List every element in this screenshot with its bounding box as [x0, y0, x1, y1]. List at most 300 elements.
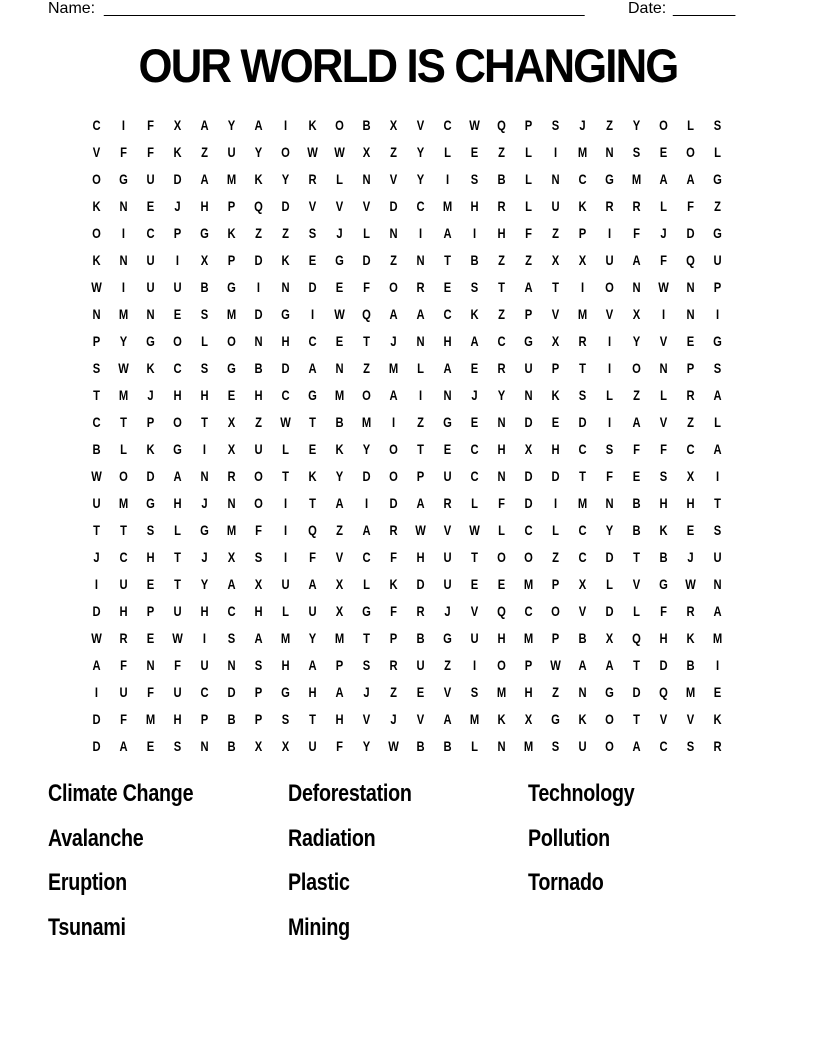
- grid-letter[interactable]: S: [470, 278, 479, 295]
- grid-letter[interactable]: H: [281, 656, 290, 673]
- grid-letter[interactable]: Y: [497, 386, 506, 403]
- grid-letter[interactable]: S: [713, 116, 722, 133]
- grid-letter[interactable]: I: [607, 413, 612, 430]
- grid-letter[interactable]: E: [146, 575, 155, 592]
- grid-letter[interactable]: K: [713, 710, 722, 727]
- grid-letter[interactable]: O: [605, 737, 614, 754]
- grid-letter[interactable]: S: [173, 737, 182, 754]
- grid-letter[interactable]: B: [443, 737, 452, 754]
- grid-letter[interactable]: S: [281, 710, 290, 727]
- grid-letter[interactable]: T: [201, 413, 208, 430]
- grid-letter[interactable]: N: [389, 224, 398, 241]
- grid-letter[interactable]: V: [686, 710, 695, 727]
- grid-letter[interactable]: R: [605, 197, 614, 214]
- grid-letter[interactable]: D: [605, 548, 614, 565]
- grid-letter[interactable]: O: [389, 440, 398, 457]
- grid-letter[interactable]: V: [362, 710, 371, 727]
- grid-letter[interactable]: M: [469, 710, 480, 727]
- grid-letter[interactable]: P: [686, 359, 695, 376]
- grid-letter[interactable]: I: [607, 359, 612, 376]
- grid-letter[interactable]: K: [578, 710, 587, 727]
- grid-letter[interactable]: O: [335, 116, 344, 133]
- grid-letter[interactable]: F: [309, 548, 316, 565]
- grid-letter[interactable]: L: [660, 386, 667, 403]
- grid-letter[interactable]: R: [119, 629, 128, 646]
- grid-letter[interactable]: N: [200, 467, 209, 484]
- grid-letter[interactable]: N: [632, 278, 641, 295]
- grid-letter[interactable]: Z: [633, 386, 640, 403]
- grid-letter[interactable]: N: [686, 278, 695, 295]
- grid-letter[interactable]: I: [661, 305, 666, 322]
- grid-letter[interactable]: X: [686, 467, 695, 484]
- grid-letter[interactable]: Y: [632, 332, 641, 349]
- grid-letter[interactable]: N: [335, 359, 344, 376]
- grid-letter[interactable]: C: [200, 683, 209, 700]
- grid-letter[interactable]: H: [524, 683, 533, 700]
- grid-letter[interactable]: C: [227, 602, 236, 619]
- grid-letter[interactable]: E: [173, 305, 182, 322]
- grid-letter[interactable]: N: [362, 170, 371, 187]
- grid-letter[interactable]: P: [254, 710, 263, 727]
- grid-letter[interactable]: B: [362, 116, 371, 133]
- grid-letter[interactable]: E: [551, 413, 560, 430]
- grid-letter[interactable]: F: [390, 602, 397, 619]
- grid-letter[interactable]: G: [200, 224, 209, 241]
- grid-letter[interactable]: O: [632, 359, 641, 376]
- grid-letter[interactable]: X: [524, 710, 533, 727]
- grid-letter[interactable]: D: [605, 602, 614, 619]
- grid-letter[interactable]: Z: [390, 683, 397, 700]
- grid-letter[interactable]: J: [660, 224, 667, 241]
- grid-letter[interactable]: N: [92, 305, 101, 322]
- grid-letter[interactable]: N: [605, 143, 614, 160]
- grid-letter[interactable]: Z: [552, 224, 559, 241]
- grid-letter[interactable]: G: [227, 359, 236, 376]
- grid-letter[interactable]: A: [92, 656, 101, 673]
- grid-letter[interactable]: L: [552, 521, 559, 538]
- grid-letter[interactable]: A: [605, 656, 614, 673]
- grid-letter[interactable]: M: [118, 386, 129, 403]
- grid-letter[interactable]: P: [551, 575, 560, 592]
- grid-letter[interactable]: C: [578, 170, 587, 187]
- grid-letter[interactable]: Y: [416, 170, 425, 187]
- grid-letter[interactable]: D: [308, 278, 317, 295]
- grid-letter[interactable]: N: [551, 170, 560, 187]
- grid-letter[interactable]: F: [525, 224, 532, 241]
- grid-letter[interactable]: I: [715, 656, 720, 673]
- grid-letter[interactable]: C: [146, 224, 155, 241]
- grid-letter[interactable]: I: [121, 224, 126, 241]
- grid-letter[interactable]: C: [119, 548, 128, 565]
- grid-letter[interactable]: E: [497, 575, 506, 592]
- grid-letter[interactable]: F: [390, 548, 397, 565]
- grid-letter[interactable]: C: [578, 440, 587, 457]
- grid-letter[interactable]: G: [146, 332, 155, 349]
- grid-letter[interactable]: L: [606, 575, 613, 592]
- grid-letter[interactable]: M: [577, 494, 588, 511]
- grid-letter[interactable]: A: [713, 440, 722, 457]
- grid-letter[interactable]: A: [308, 359, 317, 376]
- grid-letter[interactable]: B: [497, 170, 506, 187]
- grid-letter[interactable]: N: [686, 305, 695, 322]
- grid-letter[interactable]: L: [687, 116, 694, 133]
- grid-letter[interactable]: H: [497, 224, 506, 241]
- grid-letter[interactable]: I: [364, 494, 369, 511]
- grid-letter[interactable]: O: [362, 386, 371, 403]
- grid-letter[interactable]: J: [579, 116, 586, 133]
- grid-letter[interactable]: J: [363, 683, 370, 700]
- grid-letter[interactable]: I: [283, 548, 288, 565]
- grid-letter[interactable]: G: [605, 683, 614, 700]
- grid-letter[interactable]: I: [391, 413, 396, 430]
- grid-letter[interactable]: H: [200, 197, 209, 214]
- grid-letter[interactable]: D: [281, 359, 290, 376]
- grid-letter[interactable]: X: [335, 602, 344, 619]
- grid-letter[interactable]: F: [120, 143, 127, 160]
- grid-letter[interactable]: X: [632, 305, 641, 322]
- grid-letter[interactable]: M: [226, 170, 237, 187]
- grid-letter[interactable]: G: [443, 629, 452, 646]
- grid-letter[interactable]: F: [660, 440, 667, 457]
- grid-letter[interactable]: P: [335, 656, 344, 673]
- grid-letter[interactable]: T: [309, 494, 316, 511]
- grid-letter[interactable]: I: [283, 494, 288, 511]
- grid-letter[interactable]: G: [200, 521, 209, 538]
- grid-letter[interactable]: I: [715, 305, 720, 322]
- grid-letter[interactable]: N: [254, 332, 263, 349]
- grid-letter[interactable]: Y: [281, 170, 290, 187]
- grid-letter[interactable]: C: [443, 116, 452, 133]
- grid-letter[interactable]: Z: [255, 413, 262, 430]
- grid-letter[interactable]: I: [472, 656, 477, 673]
- grid-letter[interactable]: H: [335, 710, 344, 727]
- grid-letter[interactable]: Z: [444, 656, 451, 673]
- grid-letter[interactable]: L: [201, 332, 208, 349]
- grid-letter[interactable]: U: [227, 143, 236, 160]
- grid-letter[interactable]: H: [173, 494, 182, 511]
- grid-letter[interactable]: I: [283, 116, 288, 133]
- grid-letter[interactable]: Z: [390, 251, 397, 268]
- grid-letter[interactable]: H: [551, 440, 560, 457]
- grid-letter[interactable]: V: [362, 197, 371, 214]
- grid-letter[interactable]: K: [146, 359, 155, 376]
- grid-letter[interactable]: Z: [390, 143, 397, 160]
- grid-letter[interactable]: K: [308, 467, 317, 484]
- grid-letter[interactable]: H: [443, 332, 452, 349]
- grid-letter[interactable]: Z: [498, 305, 505, 322]
- grid-letter[interactable]: E: [713, 683, 722, 700]
- grid-letter[interactable]: A: [389, 305, 398, 322]
- grid-letter[interactable]: G: [713, 170, 722, 187]
- grid-letter[interactable]: D: [524, 467, 533, 484]
- grid-letter[interactable]: H: [497, 629, 506, 646]
- grid-letter[interactable]: I: [445, 170, 450, 187]
- grid-letter[interactable]: S: [227, 629, 236, 646]
- grid-letter[interactable]: A: [632, 251, 641, 268]
- grid-letter[interactable]: V: [632, 575, 641, 592]
- grid-letter[interactable]: Z: [201, 143, 208, 160]
- grid-letter[interactable]: T: [417, 440, 424, 457]
- grid-letter[interactable]: G: [605, 170, 614, 187]
- grid-letter[interactable]: W: [469, 116, 480, 133]
- grid-letter[interactable]: F: [633, 440, 640, 457]
- grid-letter[interactable]: P: [524, 305, 533, 322]
- grid-letter[interactable]: A: [335, 494, 344, 511]
- grid-letter[interactable]: P: [227, 197, 236, 214]
- grid-letter[interactable]: T: [282, 467, 289, 484]
- grid-letter[interactable]: Q: [362, 305, 371, 322]
- grid-letter[interactable]: L: [714, 413, 721, 430]
- grid-letter[interactable]: T: [552, 278, 559, 295]
- grid-letter[interactable]: R: [443, 494, 452, 511]
- grid-letter[interactable]: D: [524, 413, 533, 430]
- grid-letter[interactable]: K: [470, 305, 479, 322]
- grid-letter[interactable]: L: [606, 386, 613, 403]
- grid-letter[interactable]: Z: [714, 197, 721, 214]
- grid-letter[interactable]: O: [389, 467, 398, 484]
- grid-letter[interactable]: E: [470, 143, 479, 160]
- grid-letter[interactable]: V: [659, 710, 668, 727]
- grid-letter[interactable]: T: [93, 521, 100, 538]
- grid-letter[interactable]: G: [659, 575, 668, 592]
- grid-letter[interactable]: R: [416, 602, 425, 619]
- grid-letter[interactable]: W: [469, 521, 480, 538]
- grid-letter[interactable]: U: [92, 494, 101, 511]
- grid-letter[interactable]: P: [578, 224, 587, 241]
- grid-letter[interactable]: C: [578, 548, 587, 565]
- grid-letter[interactable]: D: [362, 467, 371, 484]
- grid-letter[interactable]: D: [389, 494, 398, 511]
- grid-letter[interactable]: Z: [282, 224, 289, 241]
- grid-letter[interactable]: P: [146, 602, 155, 619]
- grid-letter[interactable]: B: [335, 413, 344, 430]
- grid-letter[interactable]: X: [605, 629, 614, 646]
- grid-letter[interactable]: U: [551, 197, 560, 214]
- grid-letter[interactable]: A: [713, 386, 722, 403]
- grid-letter[interactable]: V: [659, 413, 668, 430]
- grid-letter[interactable]: S: [551, 116, 560, 133]
- grid-letter[interactable]: K: [659, 521, 668, 538]
- grid-letter[interactable]: M: [226, 305, 237, 322]
- grid-letter[interactable]: W: [118, 359, 129, 376]
- grid-letter[interactable]: U: [443, 548, 452, 565]
- grid-letter[interactable]: X: [227, 413, 236, 430]
- grid-letter[interactable]: O: [524, 548, 533, 565]
- grid-letter[interactable]: N: [119, 251, 128, 268]
- grid-letter[interactable]: C: [524, 602, 533, 619]
- grid-letter[interactable]: L: [174, 521, 181, 538]
- grid-letter[interactable]: Z: [255, 224, 262, 241]
- grid-letter[interactable]: G: [227, 278, 236, 295]
- grid-letter[interactable]: D: [92, 602, 101, 619]
- grid-letter[interactable]: J: [201, 548, 208, 565]
- grid-letter[interactable]: I: [553, 494, 558, 511]
- grid-letter[interactable]: R: [578, 332, 587, 349]
- grid-letter[interactable]: W: [685, 575, 696, 592]
- grid-letter[interactable]: O: [254, 494, 263, 511]
- grid-letter[interactable]: K: [686, 629, 695, 646]
- grid-letter[interactable]: U: [713, 251, 722, 268]
- grid-letter[interactable]: A: [578, 656, 587, 673]
- grid-letter[interactable]: A: [389, 386, 398, 403]
- grid-letter[interactable]: J: [93, 548, 100, 565]
- grid-letter[interactable]: S: [632, 143, 641, 160]
- grid-letter[interactable]: G: [551, 710, 560, 727]
- grid-letter[interactable]: P: [416, 467, 425, 484]
- grid-letter[interactable]: N: [497, 413, 506, 430]
- grid-letter[interactable]: Q: [659, 683, 668, 700]
- grid-letter[interactable]: F: [174, 656, 181, 673]
- grid-letter[interactable]: U: [416, 656, 425, 673]
- grid-letter[interactable]: N: [281, 278, 290, 295]
- grid-letter[interactable]: D: [92, 710, 101, 727]
- grid-letter[interactable]: X: [389, 116, 398, 133]
- grid-letter[interactable]: R: [686, 386, 695, 403]
- grid-letter[interactable]: O: [227, 332, 236, 349]
- grid-letter[interactable]: C: [416, 197, 425, 214]
- grid-letter[interactable]: S: [659, 467, 668, 484]
- grid-letter[interactable]: H: [308, 683, 317, 700]
- grid-letter[interactable]: L: [498, 521, 505, 538]
- grid-letter[interactable]: B: [200, 278, 209, 295]
- grid-letter[interactable]: T: [714, 494, 721, 511]
- grid-letter[interactable]: X: [227, 440, 236, 457]
- grid-letter[interactable]: M: [577, 305, 588, 322]
- grid-letter[interactable]: H: [416, 548, 425, 565]
- grid-letter[interactable]: X: [254, 575, 263, 592]
- grid-letter[interactable]: M: [226, 521, 237, 538]
- grid-letter[interactable]: Y: [605, 521, 614, 538]
- grid-letter[interactable]: A: [632, 413, 641, 430]
- grid-letter[interactable]: F: [120, 710, 127, 727]
- grid-letter[interactable]: A: [416, 494, 425, 511]
- grid-letter[interactable]: Q: [308, 521, 317, 538]
- grid-letter[interactable]: U: [443, 575, 452, 592]
- grid-letter[interactable]: U: [146, 278, 155, 295]
- grid-letter[interactable]: L: [471, 494, 478, 511]
- grid-letter[interactable]: S: [470, 170, 479, 187]
- grid-letter[interactable]: O: [92, 170, 101, 187]
- grid-letter[interactable]: N: [497, 467, 506, 484]
- grid-letter[interactable]: A: [308, 656, 317, 673]
- grid-letter[interactable]: D: [173, 170, 182, 187]
- grid-letter[interactable]: A: [470, 332, 479, 349]
- grid-letter[interactable]: K: [335, 440, 344, 457]
- grid-letter[interactable]: N: [146, 305, 155, 322]
- grid-letter[interactable]: N: [416, 251, 425, 268]
- grid-letter[interactable]: W: [415, 521, 426, 538]
- grid-letter[interactable]: G: [308, 386, 317, 403]
- grid-letter[interactable]: X: [200, 251, 209, 268]
- grid-letter[interactable]: T: [633, 710, 640, 727]
- grid-letter[interactable]: G: [281, 683, 290, 700]
- grid-letter[interactable]: A: [200, 116, 209, 133]
- grid-letter[interactable]: S: [686, 737, 695, 754]
- grid-letter[interactable]: X: [578, 575, 587, 592]
- grid-letter[interactable]: O: [389, 278, 398, 295]
- grid-letter[interactable]: I: [310, 305, 315, 322]
- grid-letter[interactable]: V: [416, 710, 425, 727]
- grid-letter[interactable]: N: [497, 737, 506, 754]
- grid-letter[interactable]: U: [146, 251, 155, 268]
- grid-letter[interactable]: M: [631, 170, 642, 187]
- grid-letter[interactable]: O: [686, 143, 695, 160]
- grid-letter[interactable]: C: [92, 116, 101, 133]
- grid-letter[interactable]: F: [255, 521, 262, 538]
- grid-letter[interactable]: D: [92, 737, 101, 754]
- grid-letter[interactable]: Q: [254, 197, 263, 214]
- grid-letter[interactable]: K: [92, 251, 101, 268]
- grid-letter[interactable]: R: [632, 197, 641, 214]
- grid-letter[interactable]: N: [146, 656, 155, 673]
- grid-letter[interactable]: M: [496, 683, 507, 700]
- grid-letter[interactable]: M: [334, 629, 345, 646]
- grid-letter[interactable]: N: [227, 494, 236, 511]
- grid-letter[interactable]: T: [309, 710, 316, 727]
- grid-letter[interactable]: I: [256, 278, 261, 295]
- grid-letter[interactable]: A: [254, 116, 263, 133]
- grid-letter[interactable]: I: [283, 521, 288, 538]
- grid-letter[interactable]: P: [524, 116, 533, 133]
- grid-letter[interactable]: D: [551, 467, 560, 484]
- grid-letter[interactable]: L: [336, 170, 343, 187]
- grid-letter[interactable]: B: [227, 737, 236, 754]
- grid-letter[interactable]: B: [92, 440, 101, 457]
- grid-letter[interactable]: E: [308, 440, 317, 457]
- grid-letter[interactable]: S: [200, 305, 209, 322]
- grid-letter[interactable]: E: [632, 467, 641, 484]
- grid-letter[interactable]: Z: [417, 413, 424, 430]
- grid-letter[interactable]: S: [470, 683, 479, 700]
- grid-letter[interactable]: O: [119, 467, 128, 484]
- grid-letter[interactable]: Z: [498, 251, 505, 268]
- grid-letter[interactable]: H: [281, 332, 290, 349]
- grid-letter[interactable]: H: [659, 629, 668, 646]
- grid-letter[interactable]: X: [578, 251, 587, 268]
- grid-letter[interactable]: G: [713, 332, 722, 349]
- grid-letter[interactable]: P: [92, 332, 101, 349]
- grid-letter[interactable]: C: [362, 548, 371, 565]
- grid-letter[interactable]: A: [686, 170, 695, 187]
- grid-letter[interactable]: T: [309, 413, 316, 430]
- grid-letter[interactable]: V: [335, 548, 344, 565]
- grid-letter[interactable]: A: [443, 710, 452, 727]
- grid-letter[interactable]: H: [200, 602, 209, 619]
- grid-letter[interactable]: B: [416, 629, 425, 646]
- grid-letter[interactable]: T: [120, 413, 127, 430]
- grid-letter[interactable]: J: [687, 548, 694, 565]
- grid-letter[interactable]: T: [363, 332, 370, 349]
- grid-letter[interactable]: F: [660, 602, 667, 619]
- grid-letter[interactable]: L: [363, 575, 370, 592]
- grid-letter[interactable]: W: [91, 278, 102, 295]
- grid-letter[interactable]: F: [660, 251, 667, 268]
- grid-letter[interactable]: Y: [362, 440, 371, 457]
- grid-letter[interactable]: U: [308, 602, 317, 619]
- grid-letter[interactable]: K: [254, 170, 263, 187]
- grid-letter[interactable]: A: [362, 521, 371, 538]
- grid-letter[interactable]: D: [659, 656, 668, 673]
- grid-letter[interactable]: D: [281, 197, 290, 214]
- grid-letter[interactable]: K: [227, 224, 236, 241]
- grid-letter[interactable]: S: [200, 359, 209, 376]
- grid-letter[interactable]: F: [147, 143, 154, 160]
- grid-letter[interactable]: U: [119, 575, 128, 592]
- grid-letter[interactable]: Q: [686, 251, 695, 268]
- grid-letter[interactable]: G: [335, 251, 344, 268]
- grid-letter[interactable]: S: [146, 521, 155, 538]
- grid-letter[interactable]: L: [525, 170, 532, 187]
